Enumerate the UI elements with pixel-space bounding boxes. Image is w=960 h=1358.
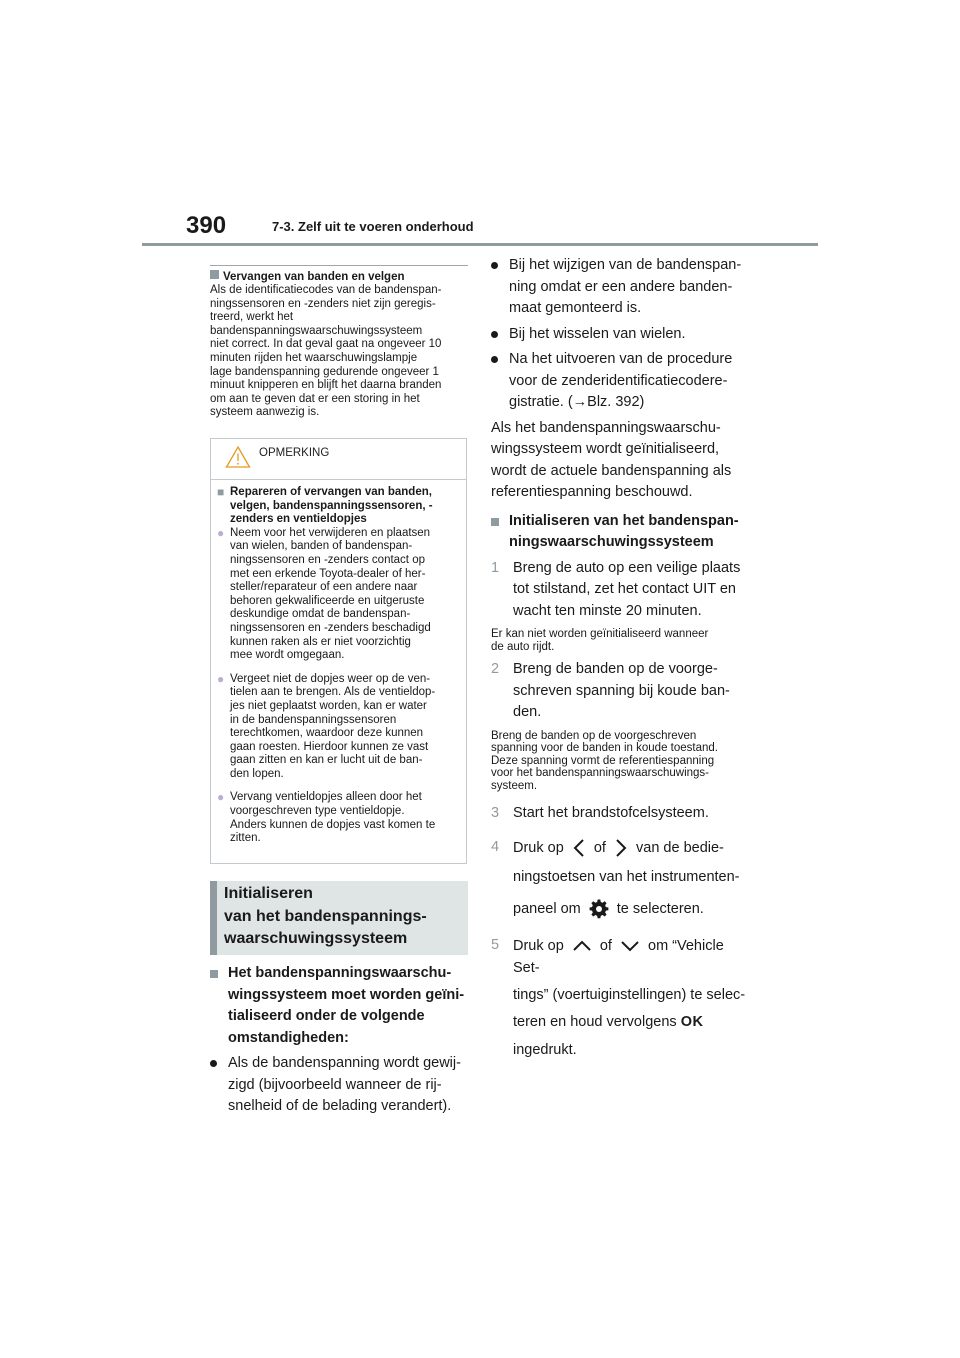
condition-item: Bij het wisselen van wielen. <box>491 324 751 346</box>
dot-bullet-icon: ● <box>217 671 225 686</box>
condition-item: Als de bandenspanning wordt gewij- zigd (bijvoorbeeld wanneer de rij- snelheid of de belading verandert). <box>210 1053 472 1118</box>
dot-bullet-icon <box>491 356 498 363</box>
condition-item: Bij het wijzigen van de bandenspan- ning omdat er een andere banden- maat gemonteerd is. <box>491 255 751 320</box>
intro-rule <box>210 265 468 266</box>
step-1-note: Er kan niet worden geïnitialiseerd wanneer de auto rijdt. <box>491 628 709 653</box>
step-number: 5 <box>491 936 500 953</box>
step-number: 3 <box>491 804 500 821</box>
reference-paragraph: Als het bandenspanningswaarschu- wingssysteem wordt geïnitialiseerd, wordt de actuele bandenspanning als referentiespanning beschouwd. <box>491 419 732 500</box>
header-rule <box>142 243 818 246</box>
notice-box <box>210 438 467 864</box>
square-bullet-icon <box>210 970 218 978</box>
notice-content <box>211 480 466 846</box>
dot-bullet-icon <box>210 1060 217 1067</box>
section-band <box>210 881 468 955</box>
step-number: 2 <box>491 661 500 678</box>
dot-bullet-icon: ● <box>217 790 225 805</box>
conditions-block <box>210 963 472 1118</box>
chevron-down-icon <box>620 939 640 953</box>
conditions-heading: Het bandenspanningswaarschu- wingssysteem moet worden geïni- tialiseerd onder de volgende omstandigheden: <box>210 963 472 1049</box>
square-bullet-icon <box>491 518 499 526</box>
page-number: 390 <box>186 212 227 239</box>
notice-bullet: ● Neem voor het verwijderen en plaatsen van wielen, banden of bandenspan- ningssensoren en -zenders contact op met een erkende Toyota-dealer of her- steller/reparateur of een andere naar behoren gekwalificeerde en uitgeruste deskundige omdat de bandenspan- ningssensoren en -zenders beschadigd kunnen raken als er niet voorzichtig mee wordt omgegaan. <box>217 525 431 662</box>
step-number: 1 <box>491 559 500 576</box>
dot-bullet-icon: ● <box>217 525 225 540</box>
chevron-left-icon <box>572 838 586 858</box>
notice-title: OPMERKING <box>259 447 330 459</box>
ok-button-label: OK <box>680 1014 704 1031</box>
dot-bullet-icon <box>491 262 498 269</box>
notice-header <box>211 439 466 480</box>
step-1: 1 Breng de auto op een veilige plaats tot stilstand, zet het contact UIT en wacht ten minste 20 minuten. <box>491 558 751 623</box>
chevron-right-icon <box>614 838 628 858</box>
band-line: waarschuwingssysteem <box>224 930 408 947</box>
band-line: van het bandenspannings- <box>224 908 427 925</box>
init-heading: Initialiseren van het bandenspan- ningswaarschuwingssysteem <box>491 511 751 554</box>
notice-bullet: ● Vervang ventieldopjes alleen door het voorgeschreven type ventieldopje. Anders kunnen de dopjes vast komen te zitten. <box>217 790 436 845</box>
dot-bullet-icon <box>491 331 498 338</box>
square-bullet-icon <box>210 270 219 279</box>
band-line: Initialiseren <box>224 885 313 902</box>
condition-item: Na het uitvoeren van de procedure voor de zenderidentificatiecodere- gistratie. (→Blz. 392) <box>491 349 751 414</box>
step-number: 4 <box>491 839 500 856</box>
notice-heading: ■ Repareren of vervangen van banden, velgen, bandenspanningssensoren, - zenders en ventieldopjes <box>217 485 433 526</box>
square-bullet-icon: ■ <box>217 485 225 499</box>
section-title: 7-3. Zelf uit te voeren onderhoud <box>272 219 474 234</box>
notice-bullet: ● Vergeet niet de dopjes weer op de ven- tielen aan te brengen. Als de ventieldop- jes niet geplaatst worden, kan er water in de bandenspanningssensoren terechtkomen, waardoor deze kunnen gaan roesten. Hierdoor kunnen ze vast gaan zitten en kan er lucht uit de ban- den lopen. <box>217 671 436 780</box>
step-3: 3 Start het brandstofcelsysteem. <box>491 803 751 825</box>
step-4: 4 Druk op of van de bedie- ningstoetsen van het instrumenten- paneel om te selecteren. <box>491 837 751 921</box>
warning-triangle-icon <box>225 445 251 469</box>
intro-block <box>210 265 468 420</box>
step-2: 2 Breng de banden op de voorge- schreven spanning bij koude ban- den. <box>491 659 751 724</box>
intro-body: Als de identificatiecodes van de bandenspan- ningssensoren en -zenders niet zijn geregis- treerd, werkt het bandenspanningswaarschuwingssysteem niet correct. In dat geval gaat na ongeveer 10 minuten rijden het waarschuwingslampje lage bandenspanning gedurende ongeveer 1 minuut knipperen en blijft het daarna branden om aan te geven dat er een storing in het systeem aanwezig is. <box>210 284 442 419</box>
right-column <box>491 255 751 1061</box>
intro-heading: Vervangen van banden en velgen <box>210 270 468 284</box>
step-5: 5 Druk op of om “Vehicle Set- tings” (voertuiginstellingen) te selec- teren en houd vervolgens OK ingedrukt. <box>491 935 751 1062</box>
gear-icon <box>589 899 609 919</box>
step-2-note: Breng de banden op de voorgeschreven spanning voor de banden in koude toestand. Deze spanning vormt de referentiespanning voor het bandenspanningswaarschuwings- systeem. <box>491 729 718 793</box>
chevron-up-icon <box>572 939 592 953</box>
